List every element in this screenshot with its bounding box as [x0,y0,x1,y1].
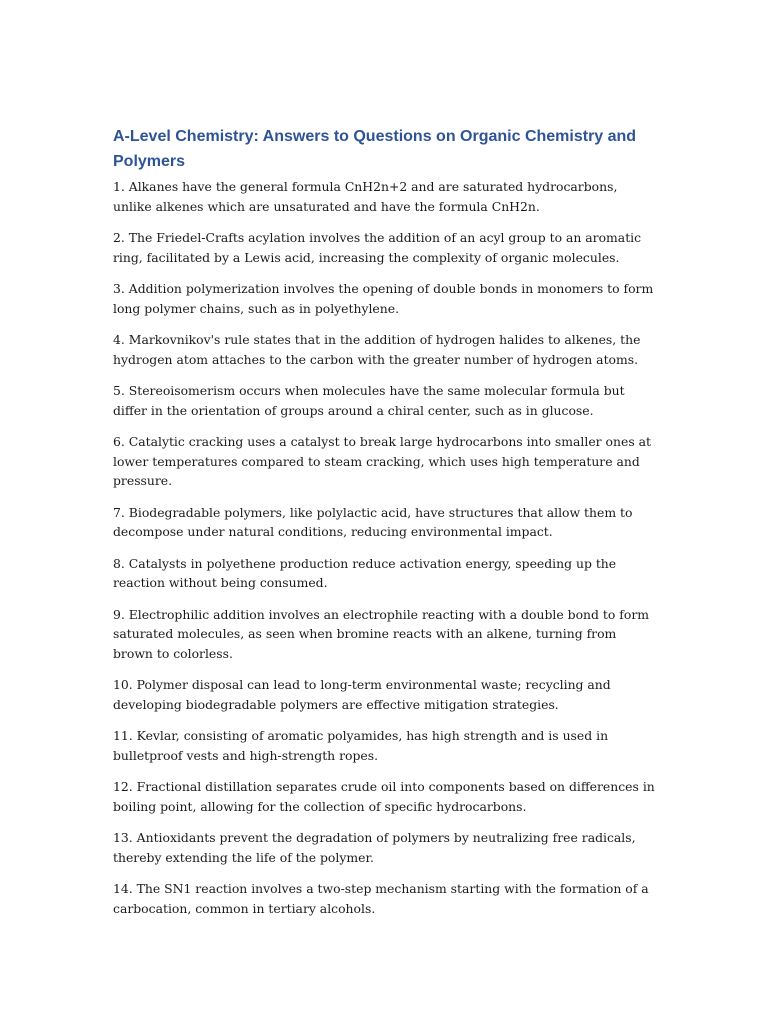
answers-list [113,177,658,918]
answer-paragraph: 3. Addition polymerization involves the opening of double bonds in monomers to form long polymer chains, such as in polyethylene. [113,281,654,316]
answer-paragraph: 2. The Friedel-Crafts acylation involves the addition of an acyl group to an aromatic ring, facilitated by a Lewis acid, increasing the complexity of organic molecules. [113,230,642,265]
answer-paragraph: 14. The SN1 reaction involves a two-step mechanism starting with the formation of a carbocation, common in tertiary alcohols. [113,881,649,916]
answer-paragraph: 7. Biodegradable polymers, like polylactic acid, have structures that allow them to decompose under natural conditions, reducing environmental impact. [113,504,633,539]
answer-paragraph: 5. Stereoisomerism occurs when molecules have the same molecular formula but differ in the orientation of groups around a chiral center, such as in glucose. [113,383,625,418]
answer-paragraph: 9. Electrophilic addition involves an electrophile reacting with a double bond to form saturated molecules, as seen when bromine reacts with an alkene, turning from brown to colorless. [113,606,649,661]
answer-paragraph: 6. Catalytic cracking uses a catalyst to break large hydrocarbons into smaller ones at lower temperatures compared to steam cracking, which uses high temperature and pressure. [113,434,651,488]
answer-paragraph: 10. Polymer disposal can lead to long-term environmental waste; recycling and developing biodegradable polymers are effective mitigation strategies. [113,677,611,712]
answer-paragraph: 1. Alkanes have the general formula CnH2n+2 and are saturated hydrocarbons, unlike alkenes which are unsaturated and have the formula CnH2n. [113,179,618,214]
answer-paragraph: 8. Catalysts in polyethene production reduce activation energy, speeding up the reaction without being consumed. [113,555,617,590]
document-page [113,124,658,930]
answer-paragraph: 12. Fractional distillation separates crude oil into components based on differences in boiling point, allowing for the collection of specific hydrocarbons. [113,779,655,814]
answer-paragraph: 13. Antioxidants prevent the degradation of polymers by neutralizing free radicals, thereby extending the life of the polymer. [113,830,636,865]
answer-paragraph: 11. Kevlar, consisting of aromatic polyamides, has high strength and is used in bulletproof vests and high-strength ropes. [113,728,609,763]
answer-paragraph: 4. Markovnikov's rule states that in the addition of hydrogen halides to alkenes, the hydrogen atom attaches to the carbon with the greater number of hydrogen atoms. [113,332,641,367]
document-title: A-Level Chemistry: Answers to Questions on Organic Chemistry and Polymers [113,128,637,170]
